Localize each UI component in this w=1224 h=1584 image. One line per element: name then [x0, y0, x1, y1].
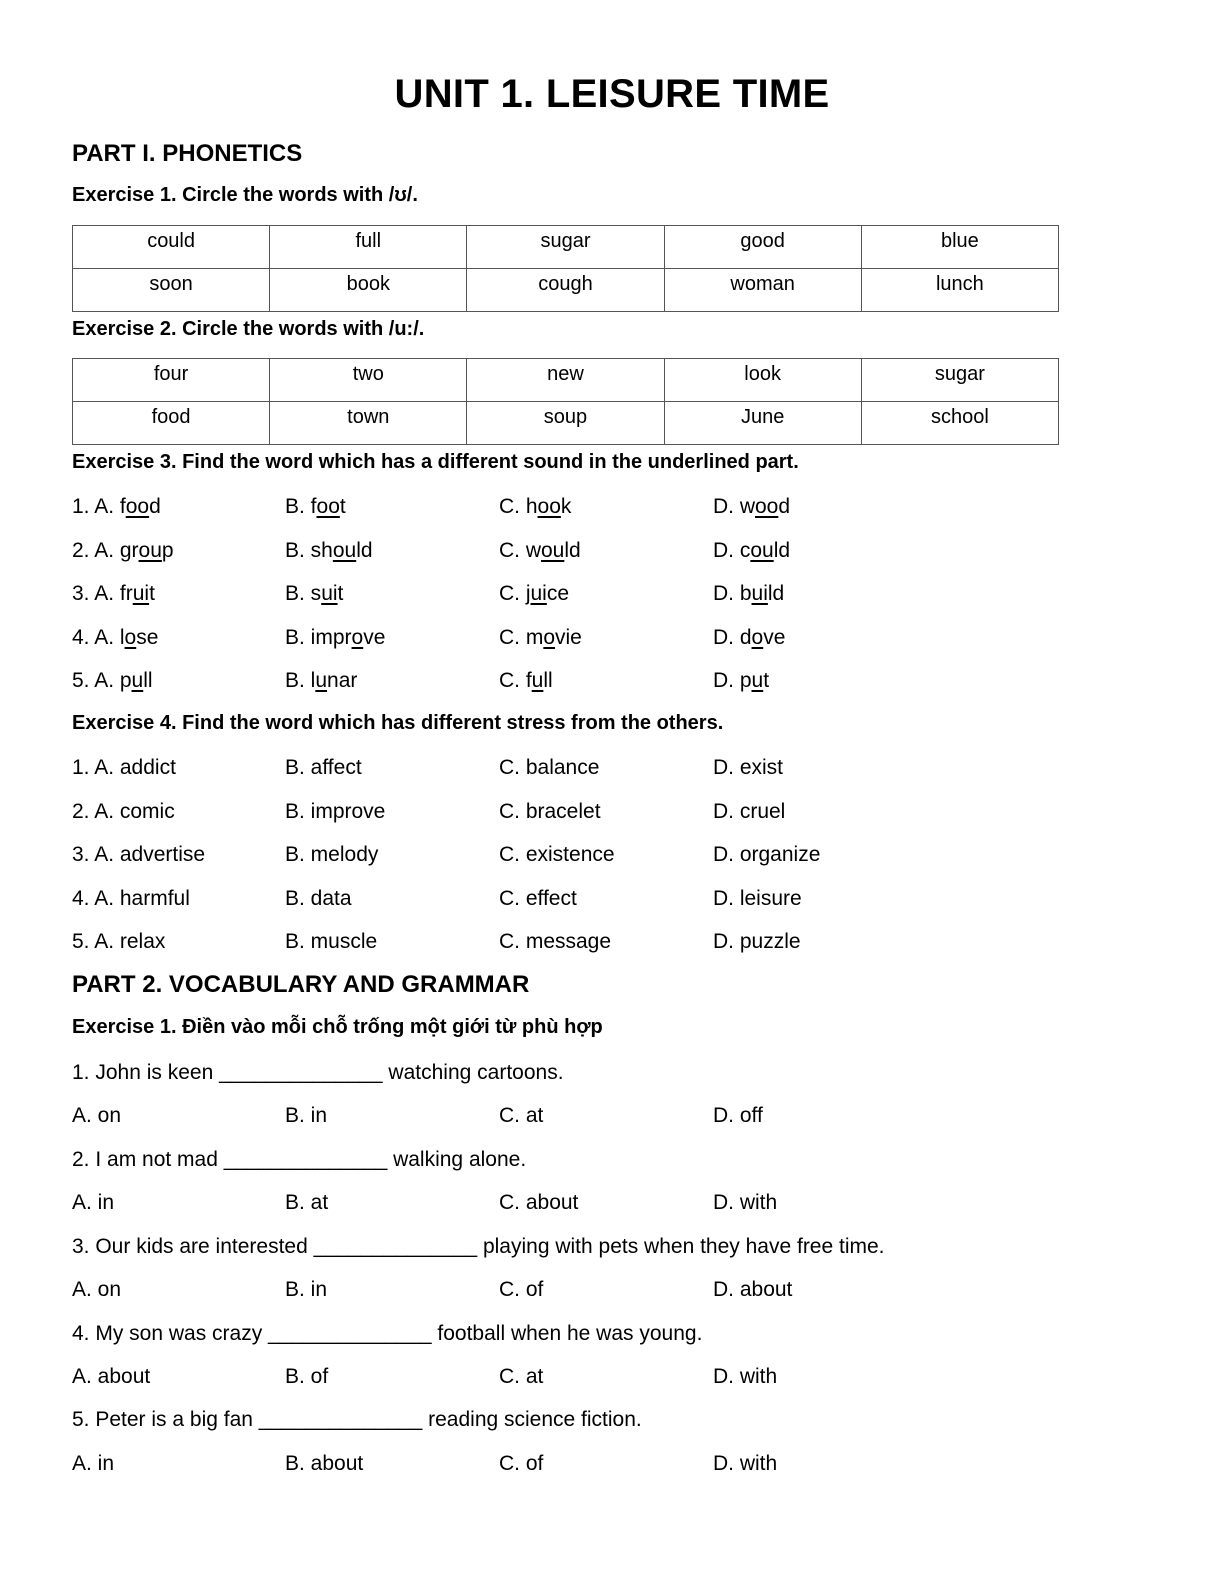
answer-option: B. melody	[285, 843, 379, 866]
answer-option: D. leisure	[713, 887, 802, 910]
answer-option: 3. A. fruit	[72, 582, 155, 605]
word-cell: cough	[467, 269, 664, 312]
answer-option: D. organize	[713, 843, 821, 866]
answer-option: C. message	[499, 930, 612, 953]
word-cell: look	[664, 359, 861, 402]
word-cell: woman	[664, 269, 861, 312]
answer-option: D. off	[713, 1104, 763, 1127]
answer-option: C. would	[499, 539, 581, 562]
answer-option: D. with	[713, 1452, 778, 1475]
answer-option: D. wood	[713, 495, 791, 518]
answer-option: D. with	[713, 1191, 778, 1214]
answer-option: C. hook	[499, 495, 572, 518]
answer-option: B. suit	[285, 582, 344, 605]
word-cell: good	[664, 226, 861, 269]
answer-option: B. muscle	[285, 930, 378, 953]
answer-option: B. at	[285, 1191, 329, 1214]
word-cell: town	[270, 402, 467, 445]
ex1-word-table	[72, 225, 1059, 312]
word-cell: book	[270, 269, 467, 312]
answer-option: A. on	[72, 1104, 122, 1127]
answer-option: D. put	[713, 669, 770, 692]
part2-ex1-heading: Exercise 1. Điền vào mỗi chỗ trống một giới từ phù hợp	[72, 1016, 603, 1038]
answer-option: C. effect	[499, 887, 577, 910]
answer-option: C. about	[499, 1191, 579, 1214]
answer-option: C. of	[499, 1278, 544, 1301]
word-cell: new	[467, 359, 664, 402]
answer-option: 1. A. food	[72, 495, 161, 518]
answer-option: B. data	[285, 887, 352, 910]
word-cell: two	[270, 359, 467, 402]
answer-option: A. about	[72, 1365, 151, 1388]
answer-option: 3. A. advertise	[72, 843, 206, 866]
answer-option: A. on	[72, 1278, 122, 1301]
question-text: 2. I am not mad ______________ walking alone.	[72, 1148, 527, 1171]
answer-option: D. could	[713, 539, 791, 562]
word-cell: soon	[73, 269, 270, 312]
answer-option: A. in	[72, 1191, 115, 1214]
answer-option: B. affect	[285, 756, 362, 779]
answer-option: B. lunar	[285, 669, 358, 692]
word-cell: food	[73, 402, 270, 445]
answer-option: B. about	[285, 1452, 364, 1475]
word-cell: blue	[861, 226, 1058, 269]
table-row	[73, 359, 1059, 402]
answer-option: D. dove	[713, 626, 786, 649]
word-cell: school	[861, 402, 1058, 445]
ex4-heading: Exercise 4. Find the word which has different stress from the others.	[72, 712, 724, 734]
word-cell: sugar	[467, 226, 664, 269]
answer-option: B. of	[285, 1365, 329, 1388]
answer-option: D. with	[713, 1365, 778, 1388]
ex2-heading: Exercise 2. Circle the words with /u:/.	[72, 318, 425, 340]
answer-option: B. improve	[285, 626, 386, 649]
answer-option: C. movie	[499, 626, 582, 649]
word-cell: June	[664, 402, 861, 445]
question-text: 1. John is keen ______________ watching cartoons.	[72, 1061, 564, 1084]
word-cell: soup	[467, 402, 664, 445]
answer-option: 5. A. pull	[72, 669, 153, 692]
ex3-heading: Exercise 3. Find the word which has a different sound in the underlined part.	[72, 451, 799, 473]
answer-option: B. should	[285, 539, 373, 562]
word-cell: four	[73, 359, 270, 402]
answer-option: C. juice	[499, 582, 570, 605]
answer-option: B. in	[285, 1278, 328, 1301]
table-row	[73, 269, 1059, 312]
word-cell: could	[73, 226, 270, 269]
answer-option: D. about	[713, 1278, 793, 1301]
ex2-word-table	[72, 358, 1059, 445]
answer-option: D. build	[713, 582, 785, 605]
part1-heading: PART I. PHONETICS	[72, 140, 303, 167]
answer-option: 4. A. lose	[72, 626, 159, 649]
answer-option: D. cruel	[713, 800, 786, 823]
answer-option: C. bracelet	[499, 800, 601, 823]
table-row	[73, 226, 1059, 269]
page-title: UNIT 1. LEISURE TIME	[394, 72, 830, 116]
answer-option: C. full	[499, 669, 553, 692]
answer-option: 5. A. relax	[72, 930, 166, 953]
answer-option: C. balance	[499, 756, 600, 779]
answer-option: C. of	[499, 1452, 544, 1475]
answer-option: C. at	[499, 1365, 544, 1388]
answer-option: 2. A. comic	[72, 800, 175, 823]
answer-option: B. improve	[285, 800, 386, 823]
part2-heading: PART 2. VOCABULARY AND GRAMMAR	[72, 971, 530, 998]
answer-option: C. at	[499, 1104, 544, 1127]
answer-option: C. existence	[499, 843, 615, 866]
table-row	[73, 402, 1059, 445]
answer-option: D. puzzle	[713, 930, 801, 953]
word-cell: sugar	[861, 359, 1058, 402]
answer-option: 4. A. harmful	[72, 887, 190, 910]
question-text: 4. My son was crazy ______________ football when he was young.	[72, 1322, 703, 1345]
question-text: 3. Our kids are interested ______________ playing with pets when they have free time.	[72, 1235, 885, 1258]
answer-option: B. in	[285, 1104, 328, 1127]
answer-option: 2. A. group	[72, 539, 174, 562]
word-cell: lunch	[861, 269, 1058, 312]
answer-option: D. exist	[713, 756, 784, 779]
word-cell: full	[270, 226, 467, 269]
answer-option: 1. A. addict	[72, 756, 176, 779]
answer-option: A. in	[72, 1452, 115, 1475]
question-text: 5. Peter is a big fan ______________ reading science fiction.	[72, 1408, 642, 1431]
ex1-heading: Exercise 1. Circle the words with /ʊ/.	[72, 184, 418, 206]
answer-option: B. foot	[285, 495, 346, 518]
